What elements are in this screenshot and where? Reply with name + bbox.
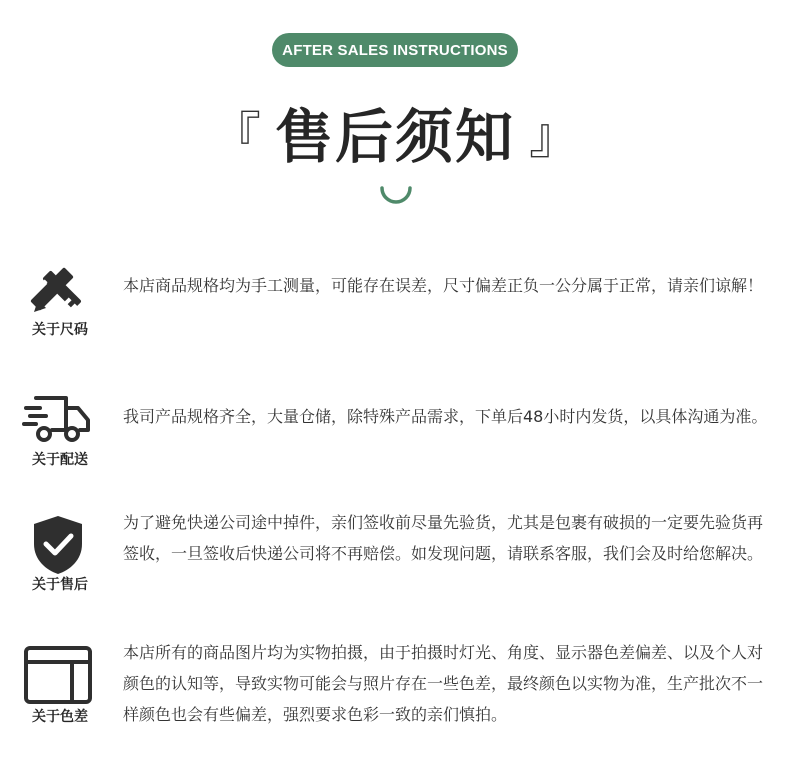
section-color-text: 本店所有的商品图片均为实物拍摄，由于拍摄时灯光、角度、显示器色差偏差、以及个人对颜色的认知等，导致实物可能会与照片存在一些色差，最终颜色以实物为准，生产批次不一样颜色也会有些偏差，强烈要求色彩一致的亲们慎拍。 xyxy=(123,643,764,724)
after-sales-badge: AFTER SALES INSTRUCTIONS xyxy=(272,33,518,67)
delivery-truck-icon xyxy=(22,390,94,452)
section-after-sales-label: 关于售后 xyxy=(32,577,88,593)
section-after-sales-text: 为了避免快递公司途中掉件，亲们签收前尽量先验货，尤其是包裹有破损的一定要先验货再签收，一旦签收后快递公司将不再赔偿。如发现问题，请联系客服，我们会及时给您解决。 xyxy=(123,513,764,563)
section-color-label: 关于色差 xyxy=(32,709,88,725)
section-size-label: 关于尺码 xyxy=(32,322,88,338)
title-bracket-right: 』 xyxy=(529,107,579,165)
title-text: 售后须知 xyxy=(274,103,515,171)
pencil-ruler-icon xyxy=(22,260,94,322)
section-size-text: 本店商品规格均为手工测量，可能存在误差，尺寸偏差正负一公分属于正常，请亲们谅解！ xyxy=(123,276,764,295)
page-title xyxy=(0,92,790,172)
smile-divider-icon xyxy=(376,182,416,206)
section-delivery-label: 关于配送 xyxy=(32,452,88,468)
color-window-icon xyxy=(22,644,94,706)
section-delivery-text: 我司产品规格齐全，大量仓储，除特殊产品需求，下单后48小时内发货，以具体沟通为准。 xyxy=(123,407,768,426)
shield-check-icon xyxy=(22,514,94,576)
title-bracket-left: 『 xyxy=(210,107,261,165)
